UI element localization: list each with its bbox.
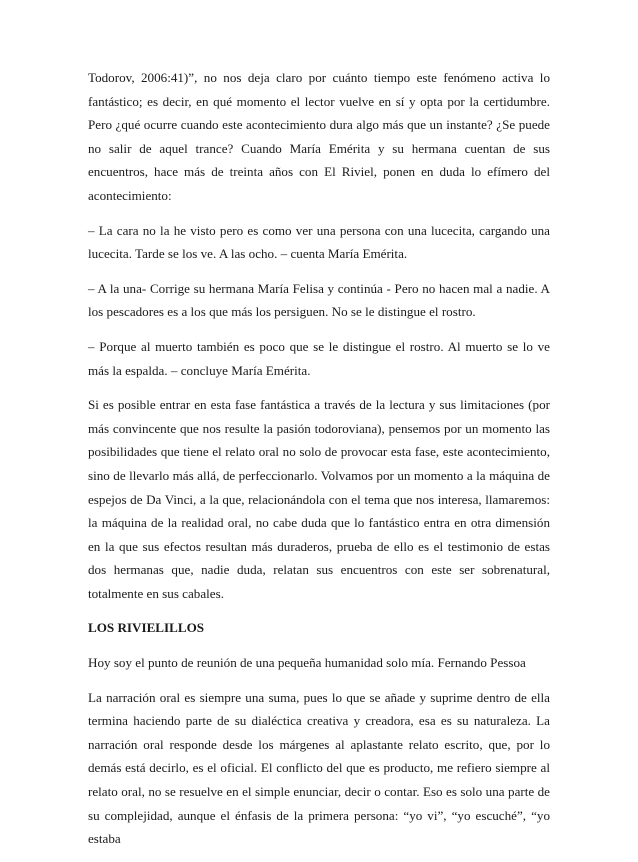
quote-paragraph: – Porque al muerto también es poco que se le distingue el rostro. Al muerto se lo ve más la espalda. – concluye María Emérita. — [88, 338, 550, 378]
quote-paragraph: – A la una- Corrige su hermana María Felisa y continúa - Pero no hacen mal a nadie. A los pescadores es a los que más los persiguen. No se le distingue el rostro. — [88, 280, 550, 320]
body-paragraph: Si es posible entrar en esta fase fantástica a través de la lectura y sus limitaciones (por más convincente que nos resulte la pasión todoroviana), pensemos por un momento las posibilidades que tiene el relato oral no solo de provocar esta fase, este acontecimiento, sino de llevarlo más allá, de perfeccionarlo. Volvamos por un momento a la máquina de espejos de Da Vinci, a la que, relacionándola con el tema que nos interesa, llamaremos: la máquina de la realidad oral, no cabe duda que lo fantástico entra en otra dimensión en la que sus efectos resultan más duraderos, prueba de ello es el testimonio de estas dos hermanas que, nadie duda, relatan sus encuentros con este ser sobrenatural, totalmente en sus cabales. — [88, 397, 550, 601]
epigraph: Hoy soy el punto de reunión de una pequeña humanidad solo mía. Fernando Pessoa — [88, 655, 526, 671]
quote-paragraph: – La cara no la he visto pero es como ver una persona con una lucecita, cargando una lucecita. Tarde se los ve. A las ocho. – cuenta María Emérita. — [88, 222, 550, 262]
section-heading: LOS RIVIELILLOS — [88, 620, 205, 636]
body-paragraph: La narración oral es siempre una suma, pues lo que se añade y suprime dentro de ella termina haciendo parte de su dialéctica creativa y creadora, esa es su naturaleza. La narración oral responde desde los márgenes al aplastante relato escrito, que, por lo demás está decirlo, es el oficial. El conflicto del que es producto, me refiero siempre al relato oral, no se resuelve en el simple enunciar, decir o contar. Eso es solo una parte de su complejidad, aunque el énfasis de la primera persona: “yo vi”, “yo escuché”, “yo estaba — [88, 689, 550, 847]
body-paragraph: Todorov, 2006:41)”, no nos deja claro por cuánto tiempo este fenómeno activa lo fantástico; es decir, en qué momento el lector vuelve en sí y opta por la certidumbre. Pero ¿qué ocurre cuando este acontecimiento dura algo más que un instante? ¿Se puede no salir de aquel trance? Cuando María Emérita y su hermana cuentan de sus encuentros, hace más de treinta años con El Riviel, ponen en duda lo efímero del acontecimiento: — [88, 70, 550, 203]
document-page — [88, 66, 550, 862]
